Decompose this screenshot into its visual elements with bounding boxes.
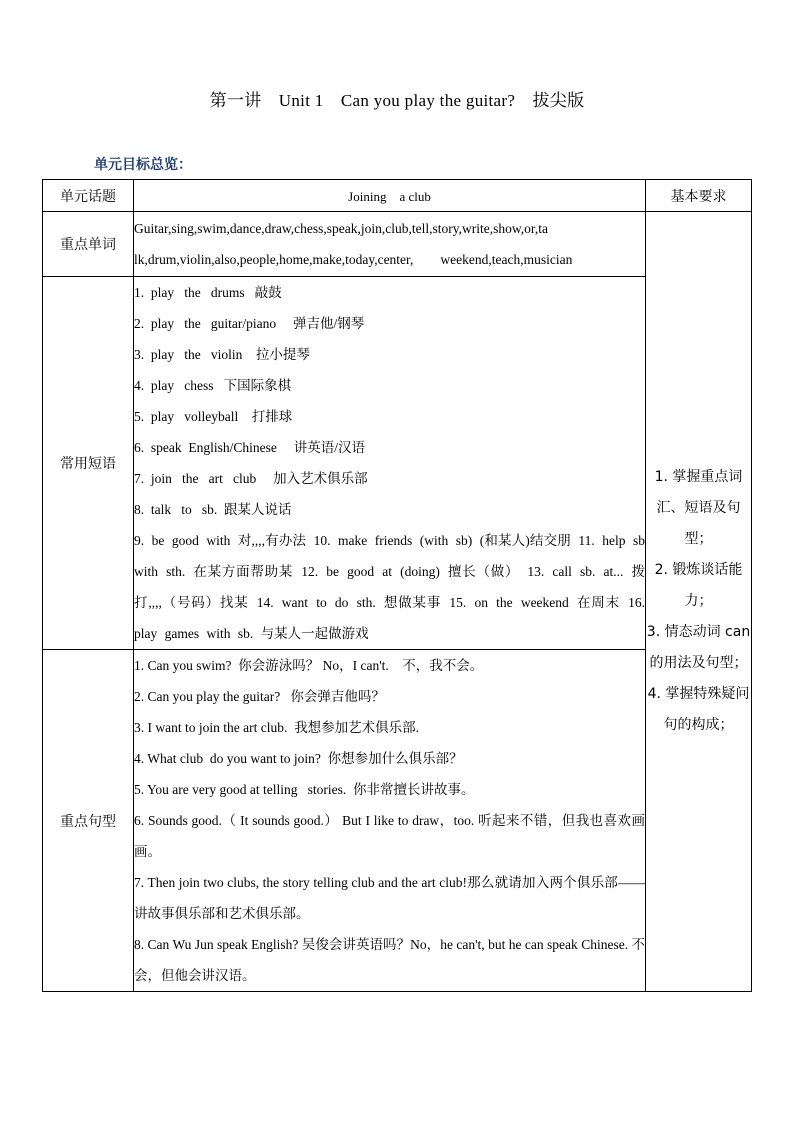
row-label-sentences: 重点句型 <box>43 650 134 992</box>
requirement-item: 3. 情态动词 can 的用法及句型； <box>646 624 751 671</box>
phrase-item: 8. talk to sb. 跟某人说话 <box>134 502 292 517</box>
sentence-item: 3. I want to join the art club. 我想参加艺术俱乐部. <box>134 720 419 735</box>
row-label-phrases: 常用短语 <box>43 277 134 650</box>
sentence-item: 8. Can Wu Jun speak English? 吴俊会讲英语吗？No，he can't, but he can speak Chinese. 不会，但他会讲汉语。 <box>134 937 645 983</box>
table-row-phrases <box>43 277 752 650</box>
phrase-item: 1. play the drums 敲鼓 <box>134 285 282 300</box>
phrase-item: 3. play the violin 拉小提琴 <box>134 347 310 362</box>
sentence-item: 2. Can you play the guitar? 你会弹吉他吗？ <box>134 689 385 704</box>
phrase-item: 5. play volleyball 打排球 <box>134 409 293 424</box>
sentence-item: 1. Can you swim? 你会游泳吗？ No，I can't. 不，我不会。 <box>134 658 484 673</box>
sentence-item: 4. What club do you want to join? 你想参加什么俱乐部？ <box>134 751 463 766</box>
header-topic-label: 单元话题 <box>43 180 134 212</box>
header-topic-value: Joining a club <box>134 180 646 212</box>
phrases-content <box>134 277 646 650</box>
requirement-item: 4. 掌握特殊疑问句的构成； <box>647 686 750 733</box>
vocabulary-line: lk,drum,violin,also,people,home,make,today,center, weekend,teach,musician <box>134 252 573 267</box>
requirement-item: 1. 掌握重点词汇、短语及句型； <box>654 469 743 547</box>
table-row-sentences <box>43 650 752 992</box>
sentence-item: 6. Sounds good.（ It sounds good.） But I like to draw，too. 听起来不错，但我也喜欢画画。 <box>134 813 645 859</box>
table-row-vocabulary <box>43 212 752 277</box>
unit-goals-table <box>42 179 752 992</box>
page-title: 第一讲 Unit 1 Can you play the guitar? 拔尖版 <box>209 91 585 110</box>
sentences-content <box>134 650 646 992</box>
phrase-item: 2. play the guitar/piano 弹吉他/钢琴 <box>134 316 365 331</box>
row-label-vocabulary: 重点单词 <box>43 212 134 277</box>
phrase-item: 7. join the art club 加入艺术俱乐部 <box>134 471 368 486</box>
vocabulary-content <box>134 212 646 277</box>
header-requirements-label: 基本要求 <box>646 180 752 212</box>
sentence-item: 5. You are very good at telling stories. 你非常擅长讲故事。 <box>134 782 475 797</box>
requirements-cell <box>646 212 752 992</box>
section-heading: 单元目标总览： <box>94 157 192 173</box>
vocabulary-line: Guitar,sing,swim,dance,draw,chess,speak,join,club,tell,story,write,show,or,ta <box>134 221 548 236</box>
phrase-item: 6. speak English/Chinese 讲英语/汉语 <box>134 440 365 455</box>
requirement-item: 2. 锻炼谈话能力； <box>654 562 743 609</box>
phrase-paragraph: 9. be good with 对,,,,有办法 10. make friends (with sb) (和某人)结交朋 11. help sb with sth. 在某方面帮助某 12. be good at (doing) 擅长（做） 13. call sb. at... 拨打,,,,（号码）找某 14. want to do sth. 想做某事 15. on the weekend 在周末 16. play games with sb. 与某人一起做游戏 <box>134 533 645 641</box>
table-header-row <box>43 180 752 212</box>
sentence-item: 7. Then join two clubs, the story telling club and the art club!那么就请加入两个俱乐部—— 讲故事俱乐部和艺术俱乐部。 <box>134 875 645 921</box>
phrase-item: 4. play chess 下国际象棋 <box>134 378 292 393</box>
